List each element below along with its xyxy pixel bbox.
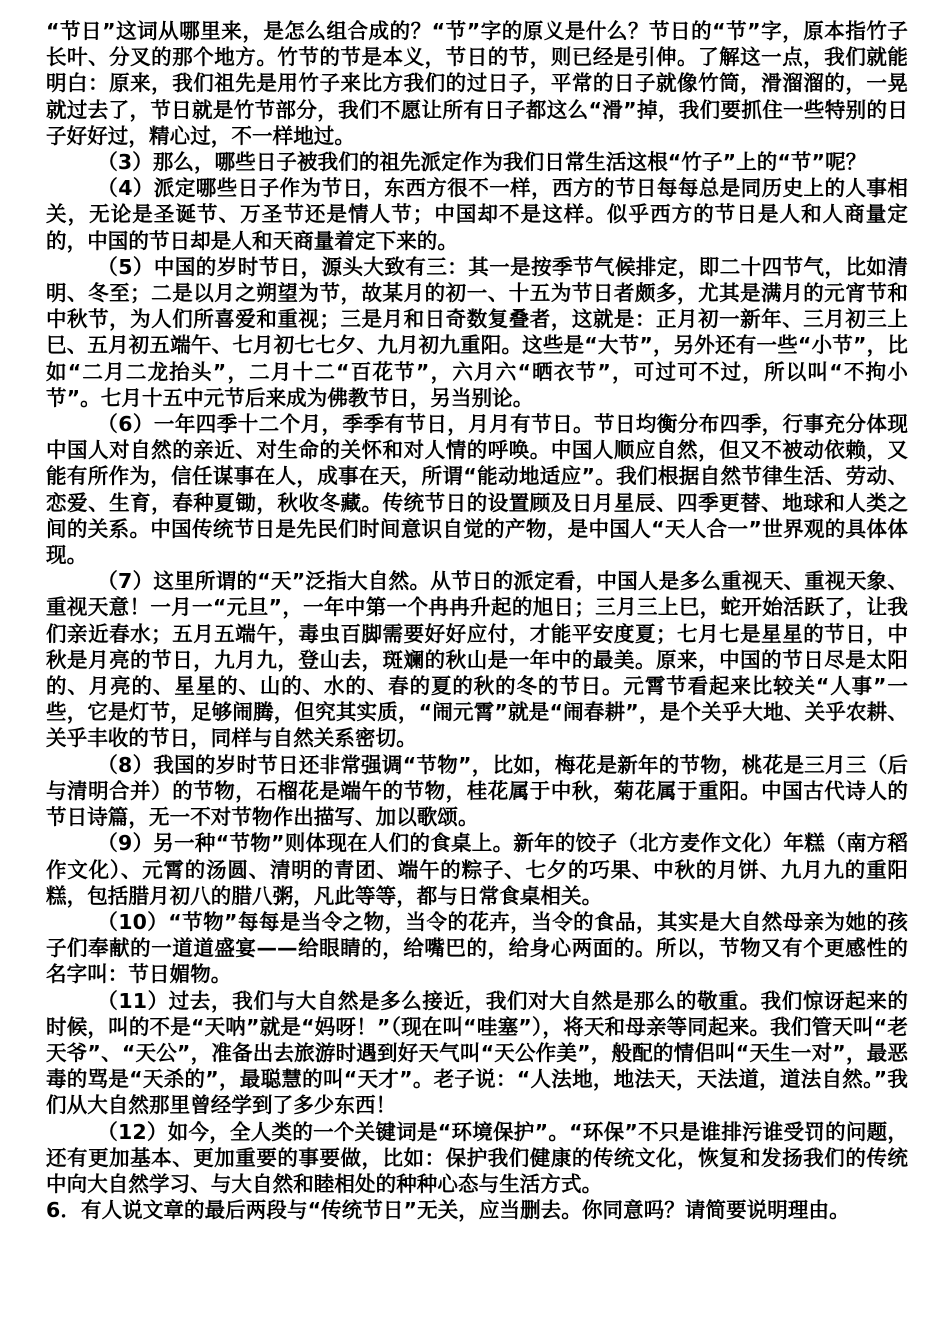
paragraph-6: （6）一年四季十二个月，季季有节日，月月有节日。节日均衡分布四季，行事充分体现中国人对自然的亲近、对生命的关怀和对人情的呼唤。中国人顺应自然，但又不被动依赖，又能有所作为，信任谋事在人，成事在天，所谓“能动地适应”。我们根据自然节律生活、劳动、恋爱、生育，春种夏锄，秋收冬藏。传统节日的设置顾及日月星辰、四季更替、地球和人类之间的关系。中国传统节日是先民们时间意识自觉的产物，是中国人“天人合一”世界观的具体体现。 bbox=[46, 412, 908, 568]
paragraph-9: （9）另一种“节物”则体现在人们的食桌上。新年的饺子（北方麦作文化）年糕（南方稻作文化）、元霄的汤圆、清明的青团、端午的粽子、七夕的巧果、中秋的月饼、九月九的重阳糕，包括腊月初八的腊八粥，凡此等等，都与日常食桌相关。 bbox=[46, 831, 908, 908]
paragraph-7: （7）这里所谓的“天”泛指大自然。从节日的派定看，中国人是多么重视天、重视天象、重视天意！一月一“元旦”，一年中第一个冉冉升起的旭日；三月三上巳，蛇开始活跃了，让我们亲近春水；五月五端午，毒虫百脚需要好好应付，才能平安度夏；七月七是星星的节日，中秋是月亮的节日，九月九，登山去，斑斓的秋山是一年中的最美。原来，中国的节日尽是太阳的、月亮的、星星的、山的、水的、春的夏的秋的冬的节日。元霄节看起来比较关“人事”一些，它是灯节，足够闹腾，但究其实质，“闹元霄”就是“闹春耕”，是个关乎大地、关乎农耕、关乎丰收的节日，同样与自然关系密切。 bbox=[46, 569, 908, 751]
paragraph-12: （12）如今，全人类的一个关键词是“环境保护”。“环保”不只是谁排污谁受罚的问题，还有更加基本、更加重要的事要做，比如：保护我们健康的传统文化，恢复和发扬我们的传统中向大自然学习、与大自然和睦相处的种种心态与生活方式。 bbox=[46, 1119, 908, 1196]
paragraph-10: （10）“节物”每每是当令之物，当令的花卉，当令的食品，其实是大自然母亲为她的孩子们奉献的一道道盛宴——给眼睛的，给嘴巴的，给身心两面的。所以，节物又有个更感性的名字叫：节日媚物。 bbox=[46, 909, 908, 987]
question-6: 6．有人说文章的最后两段与“传统节日”无关，应当删去。你同意吗？请简要说明理由。 bbox=[46, 1198, 850, 1223]
paragraph-3: （3）那么，哪些日子被我们的祖先派定作为我们日常生活这根“竹子”上的“节”呢？ bbox=[97, 150, 867, 175]
paragraph-8: （8）我国的岁时节日还非常强调“节物”，比如，梅花是新年的节物，桃花是三月三（后与清明合并）的节物，石榴花是端午的节物，桂花属于中秋，菊花属于重阳。中国古代诗人的节日诗篇，无一不对节物作出描写、加以歌颂。 bbox=[46, 752, 908, 830]
paragraph-11: （11）过去，我们与大自然是多么接近，我们对大自然是那么的敬重。我们惊讶起来的时候，叫的不是“天呐”就是“妈呀！”（现在叫“哇塞”），将天和母亲等同起来。我们管天叫“老天爷”、“天公”，准备出去旅游时遇到好天气叫“天公作美”，般配的情侣叫“天生一对”，最恶毒的骂是“天杀的”，最聪慧的叫“天才”。老子说：“人法地，地法天，天法道，道法自然。”我们从大自然那里曾经学到了多少东西！ bbox=[46, 988, 908, 1118]
paragraph-4: （4）派定哪些日子作为节日，东西方很不一样，西方的节日每每总是同历史上的人事相关，无论是圣诞节、万圣节还是情人节；中国却不是这样。似乎西方的节日是人和人商量定的，中国的节日却是人和天商量着定下来的。 bbox=[46, 176, 908, 253]
paragraph-5: （5）中国的岁时节日，源头大致有三：其一是按季节气候排定，即二十四节气，比如清明、冬至；二是以月之朔望为节，故某月的初一、十五为节日者颇多，尤其是满月的元宵节和中秋节，为人们所喜爱和重视；三是月和日奇数复叠者，这就是：正月初一新年、三月初三上巳、五月初五端午、七月初七七夕、九月初九重阳。这些是“大节”，另外还有一些“小节”，比如“二月二龙抬头”，二月十二“百花节”，六月六“晒衣节”，可过可不过，所以叫“不拘小节”。七月十五中元节后来成为佛教节日，另当别论。 bbox=[46, 254, 908, 410]
document-page bbox=[46, 18, 908, 1223]
paragraph-intro: “节日”这词从哪里来，是怎么组合成的？“节”字的原义是什么？节日的“节”字，原本指竹子长叶、分叉的那个地方。竹节的节是本义，节日的节，则已经是引伸。了解这一点，我们就能明白：原来，我们祖先是用竹子来比方我们的过日子，平常的日子就像竹筒，滑溜溜的，一晃就过去了，节日就是竹节部分，我们不愿让所有日子都这么“滑”掉，我们要抓住一些特别的日子好好过，精心过，不一样地过。 bbox=[46, 19, 908, 148]
